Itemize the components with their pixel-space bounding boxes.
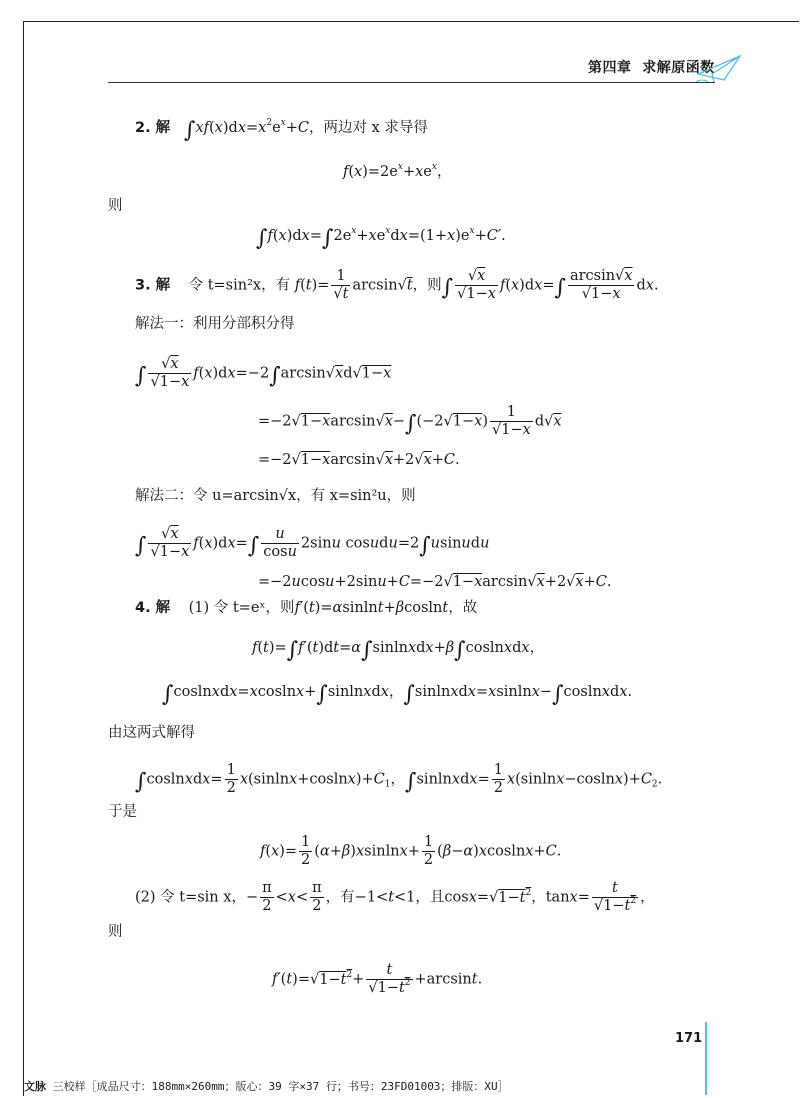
print-footer xyxy=(24,1078,509,1094)
problem4-eq3: ∫coslnxdx= $\frac{1}{2}$ $x(sinlnx+coslnx)+C_1$，∫sinlnxdx= $\frac{1}{2}$ $x(sinlnx-coslnx)+C_2$. xyxy=(135,762,663,796)
problem2-then: 则 xyxy=(108,198,123,214)
problem4-thus: 于是 xyxy=(108,804,137,820)
problem3-eq2: =−2√1−xarcsin√x−∫(−2√1−x) $\frac{1}{√1-x}$ d√x xyxy=(258,404,562,438)
problem4-therefore: 故 xyxy=(462,600,478,616)
footer-info: 三校样［成品尺寸：188mm×260mm；版心：39 字×37 行；书号：23FD01003；排版：XU］ xyxy=(52,1080,509,1093)
problem3-label: 3. 解 xyxy=(135,277,171,294)
problem3-method1: 解法一：利用分部积分得 xyxy=(135,316,295,332)
problem2-eq2: $\int f(x)dx=\int 2e^x+xe^xdx=(1+x)e^x+C'$. xyxy=(256,226,506,251)
footer-brand: 文脉 xyxy=(24,1080,46,1093)
problem4-eq2: ∫coslnxdx=xcoslnx+∫sinlnxdx，∫sinlnxdx=xsinlnx−∫coslnxdx. xyxy=(162,682,633,707)
page-number: 171 xyxy=(675,1031,703,1046)
problem4-eq4: f(x)= $\frac{1}{2}$ (α+β)xsinlnx+ $\frac{1}{2}$ (β−α)xcoslnx+C. xyxy=(260,834,562,868)
problem2-derivative-text: 两边对 x 求导得 xyxy=(323,120,428,136)
problem4-part1-intro: (1) 令 t=eˣ，则 xyxy=(188,600,295,616)
problem3-eq5: =−2ucosu+2sinu+C=−2√1−xarcsin√x+2√x+C. xyxy=(258,574,612,590)
problem4-eq5: $f'(t)=√1-t^2+$ $\frac{t}{√1-t^2}$ +arcsint. xyxy=(272,962,483,996)
problem3-eq3: =−2√1−xarcsin√x+2√x+C. xyxy=(258,452,460,468)
problem3-method2: 解法二：令 u=arcsin√x，有 x=sin²u，则 xyxy=(135,488,416,504)
problem4-label: 4. 解 xyxy=(135,600,171,616)
margin-accent-line xyxy=(705,1022,707,1095)
problem4-solve-text: 由这两式解得 xyxy=(108,725,195,741)
problem4-part2-intro: (2) 令 t=sin x， xyxy=(135,889,246,906)
problem4-line1: 4. 解 (1) 令 t=eˣ，则f′(t)=αsinlnt+βcoslnt，故 xyxy=(135,600,478,616)
problem3-intro: 令 t=sin²x，有 xyxy=(188,277,291,294)
chapter-number: 第四章 xyxy=(588,60,632,76)
problem2-label: 2. 解 xyxy=(135,120,171,136)
problem3-eq4: ∫ $\frac{√x}{√1-x}$ f(x)dx=∫ $\frac{u}{\cos u}$ 2sinu cosudu=2∫usinudu xyxy=(135,526,490,560)
problem2-eq1: $f(x)=2e^x+xe^x$， xyxy=(343,162,452,180)
problem4-then: 则 xyxy=(108,924,123,940)
problem2-line1: 2. 解 $\int xf(x)dx=x^2e^x+C$，两边对 x 求导得 xyxy=(135,118,428,143)
chapter-title: 求解原函数 xyxy=(642,60,715,76)
problem3-eq1: ∫ $\frac{√x}{√1-x}$ f(x)dx=−2∫arcsin√xd√1−x xyxy=(135,356,392,390)
problem4-eq1: f(t)=∫f′(t)dt=α∫sinlnxdx+β∫coslnxdx， xyxy=(252,638,545,663)
problem4-part2: (2) 令 t=sin x，− $\frac{\pi}{2}$ <x< $\frac{\pi}{2}$ ，有−1<t<1，且$\cos x=√1-t^2$，tanx= $\frac{t}{√1-t^2}$ ， xyxy=(135,880,655,914)
header-rule xyxy=(108,82,715,83)
problem3-line1: 3. 解 令 t=sin²x，有 f(t)= $\frac{1}{√t}$ arcsin√t，则∫ $\frac{√x}{√1-x}$ f(x)dx=∫ $\frac{\arcsin√x}{√1-x}$ dx. xyxy=(135,268,659,302)
paper-plane-icon xyxy=(694,52,744,86)
